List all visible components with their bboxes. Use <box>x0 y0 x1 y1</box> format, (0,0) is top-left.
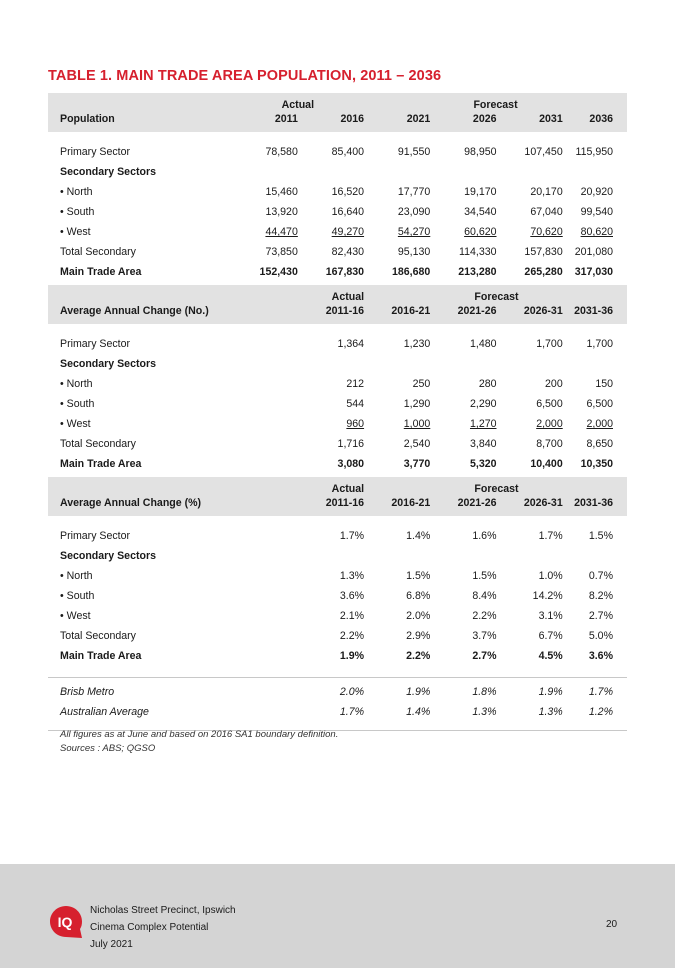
cell: 1.3% <box>339 570 365 582</box>
cell: 78,580 <box>265 146 298 158</box>
cell: 1.5% <box>472 570 497 582</box>
cell: 98,950 <box>464 146 497 158</box>
column-header: 2031-36 <box>563 303 627 324</box>
group-forecast: Forecast <box>430 285 562 303</box>
column-header: 2031 <box>497 111 563 132</box>
cell: 82,430 <box>331 246 365 258</box>
cell: 49,270 <box>331 226 365 238</box>
cell: 250 <box>412 378 431 390</box>
cell: 200 <box>545 378 563 390</box>
cell: 960 <box>346 418 365 430</box>
cell: 8.2% <box>588 590 613 602</box>
cell: 4.5% <box>538 650 563 662</box>
column-header-label: Average Annual Change (%) <box>48 495 298 516</box>
table-row <box>48 354 627 374</box>
cell: 80,620 <box>580 226 613 238</box>
cell: 1.7% <box>339 530 365 542</box>
cell: 1.4% <box>406 530 431 542</box>
column-header: 2011-16 <box>298 495 364 516</box>
cell: 17,770 <box>397 186 431 198</box>
column-header: 2016 <box>298 111 364 132</box>
cell: 1.9% <box>406 686 431 698</box>
cell: 3.7% <box>472 630 497 642</box>
table-header-row <box>48 111 627 132</box>
footer-text <box>90 902 236 953</box>
table-row <box>48 646 627 666</box>
cell: 1,480 <box>469 338 497 350</box>
column-header-label: Average Annual Change (No.) <box>48 303 298 324</box>
cell: 167,830 <box>325 266 365 278</box>
cell: 1.2% <box>588 706 613 718</box>
cell: 2.2% <box>339 630 365 642</box>
table-header-row <box>48 285 627 303</box>
cell: 186,680 <box>391 266 431 278</box>
cell: 1,700 <box>536 338 563 350</box>
cell: 20,920 <box>580 186 613 198</box>
cell: 0.7% <box>588 570 613 582</box>
row-label: Total Secondary <box>60 246 136 258</box>
cell: 280 <box>478 378 497 390</box>
cell: 317,030 <box>574 266 613 278</box>
cell: 3,080 <box>337 458 365 470</box>
row-label: Main Trade Area <box>60 650 142 662</box>
row-label: Total Secondary <box>60 630 136 642</box>
column-header: 2036 <box>563 111 627 132</box>
row-label: Australian Average <box>60 706 149 718</box>
cell: 2.0% <box>406 610 431 622</box>
cell: 1.7% <box>538 530 563 542</box>
column-header: 2026-31 <box>497 303 563 324</box>
cell: 70,620 <box>530 226 563 238</box>
cell: 2.2% <box>472 610 497 622</box>
population-table <box>48 93 627 282</box>
cell: 99,540 <box>580 206 613 218</box>
table-row <box>48 182 627 202</box>
cell: 1.7% <box>588 686 613 698</box>
table-row <box>48 394 627 414</box>
cell: 1,700 <box>586 338 613 350</box>
row-label: • South <box>60 398 95 410</box>
cell: 8,650 <box>586 438 613 450</box>
note-line: Sources : ABS; QGSO <box>60 743 156 754</box>
cell: 23,090 <box>397 206 431 218</box>
row-label: • West <box>60 226 91 238</box>
cell: 8,700 <box>536 438 563 450</box>
cell: 201,080 <box>574 246 613 258</box>
cell: 213,280 <box>458 266 497 278</box>
cell: 157,830 <box>524 246 563 258</box>
cell: 152,430 <box>259 266 298 278</box>
cell: 6.8% <box>406 590 431 602</box>
footer-line: Nicholas Street Precinct, Ipswich <box>90 905 236 916</box>
cell: 14.2% <box>532 590 563 602</box>
row-label: Primary Sector <box>60 146 131 158</box>
cell: 2,540 <box>403 438 431 450</box>
column-header: 2031-36 <box>563 495 627 516</box>
row-label: Secondary Sectors <box>60 550 156 562</box>
cell: 2,000 <box>536 418 563 430</box>
cell: 60,620 <box>464 226 497 238</box>
row-label: • South <box>60 206 95 218</box>
row-label: • North <box>60 378 93 390</box>
logo-text: IQ <box>57 914 73 930</box>
row-label: Primary Sector <box>60 338 131 350</box>
column-header: 2011 <box>232 111 298 132</box>
cell: 44,470 <box>265 226 298 238</box>
page-title: TABLE 1. MAIN TRADE AREA POPULATION, 2011 – 2036 <box>48 68 442 84</box>
row-label: • West <box>60 610 91 622</box>
cell: 2.7% <box>472 650 497 662</box>
cell: 2.1% <box>339 610 365 622</box>
row-label: • North <box>60 570 93 582</box>
cell: 2,290 <box>469 398 497 410</box>
cell: 2.0% <box>339 686 365 698</box>
cell: 114,330 <box>458 246 497 258</box>
table-row <box>48 202 627 222</box>
note-line: All figures as at June and based on 2016 SA1 boundary definition. <box>60 729 339 740</box>
group-forecast: Forecast <box>430 477 562 495</box>
group-actual: Actual <box>232 93 364 111</box>
iq-logo-icon <box>49 905 83 939</box>
cell: 19,170 <box>464 186 497 198</box>
table-row <box>48 526 627 546</box>
divider <box>48 666 627 678</box>
change-number-table <box>48 285 627 474</box>
cell: 1,364 <box>337 338 365 350</box>
table-row <box>48 566 627 586</box>
column-header: 2011-16 <box>298 303 364 324</box>
table-notes <box>60 728 338 756</box>
cell: 1,270 <box>469 418 497 430</box>
cell: 2,000 <box>586 418 613 430</box>
cell: 1.0% <box>538 570 563 582</box>
benchmark-row <box>48 682 627 702</box>
table-row <box>48 606 627 626</box>
benchmark-row <box>48 702 627 722</box>
cell: 73,850 <box>265 246 298 258</box>
cell: 1.3% <box>472 706 497 718</box>
cell: 20,170 <box>530 186 563 198</box>
row-label: • South <box>60 590 95 602</box>
cell: 85,400 <box>331 146 365 158</box>
column-header-label: Population <box>48 111 232 132</box>
row-label: • West <box>60 418 91 430</box>
cell: 3,840 <box>469 438 497 450</box>
row-label: Brisb Metro <box>60 686 115 698</box>
column-header: 2021-26 <box>430 495 496 516</box>
cell: 16,640 <box>331 206 365 218</box>
cell: 10,350 <box>580 458 613 470</box>
cell: 1,000 <box>403 418 431 430</box>
cell: 1.4% <box>406 706 431 718</box>
table-row <box>48 626 627 646</box>
cell: 150 <box>595 378 613 390</box>
cell: 107,450 <box>524 146 563 158</box>
column-header: 2016-21 <box>364 303 430 324</box>
group-actual: Actual <box>298 477 364 495</box>
column-header: 2016-21 <box>364 495 430 516</box>
table-header-row <box>48 93 627 111</box>
footer-line: July 2021 <box>90 939 133 950</box>
column-header: 2026 <box>430 111 496 132</box>
group-forecast: Forecast <box>364 93 627 111</box>
cell: 1.3% <box>538 706 563 718</box>
cell: 13,920 <box>265 206 298 218</box>
cell: 2.9% <box>406 630 431 642</box>
cell: 3.6% <box>339 590 365 602</box>
cell: 1.5% <box>588 530 613 542</box>
cell: 1.6% <box>472 530 497 542</box>
table-row <box>48 374 627 394</box>
cell: 6.7% <box>538 630 563 642</box>
row-label: • North <box>60 186 93 198</box>
cell: 6,500 <box>586 398 613 410</box>
table-row <box>48 414 627 434</box>
cell: 16,520 <box>331 186 365 198</box>
column-header: 2026-31 <box>497 495 563 516</box>
row-label: Main Trade Area <box>60 266 142 278</box>
cell: 5.0% <box>588 630 613 642</box>
cell: 115,950 <box>575 146 613 158</box>
footer-line: Cinema Complex Potential <box>90 922 209 933</box>
cell: 1,290 <box>403 398 431 410</box>
table-row <box>48 142 627 162</box>
cell: 6,500 <box>536 398 563 410</box>
table-header-row <box>48 495 627 516</box>
page-number: 20 <box>606 919 618 930</box>
group-actual: Actual <box>298 285 364 303</box>
row-label: Primary Sector <box>60 530 131 542</box>
cell: 10,400 <box>530 458 563 470</box>
change-percent-table <box>48 477 627 731</box>
cell: 1.9% <box>339 650 365 662</box>
cell: 91,550 <box>397 146 431 158</box>
cell: 34,540 <box>464 206 497 218</box>
cell: 1,716 <box>337 438 365 450</box>
cell: 3.6% <box>588 650 613 662</box>
cell: 1,230 <box>403 338 431 350</box>
table-row <box>48 586 627 606</box>
cell: 2.7% <box>588 610 613 622</box>
cell: 8.4% <box>472 590 497 602</box>
row-label: Main Trade Area <box>60 458 142 470</box>
table-row <box>48 546 627 566</box>
cell: 3,770 <box>403 458 431 470</box>
row-label: Secondary Sectors <box>60 166 156 178</box>
table-row <box>48 242 627 262</box>
cell: 67,040 <box>530 206 563 218</box>
cell: 54,270 <box>397 226 431 238</box>
cell: 1.7% <box>339 706 365 718</box>
cell: 1.5% <box>406 570 431 582</box>
column-header: 2021 <box>364 111 430 132</box>
table-header-row <box>48 477 627 495</box>
table-row <box>48 434 627 454</box>
row-label: Secondary Sectors <box>60 358 156 370</box>
table-row <box>48 162 627 182</box>
cell: 3.1% <box>538 610 563 622</box>
table-row <box>48 262 627 282</box>
cell: 95,130 <box>397 246 431 258</box>
column-header: 2021-26 <box>430 303 496 324</box>
table-row <box>48 222 627 242</box>
row-label: Total Secondary <box>60 438 136 450</box>
cell: 212 <box>346 378 365 390</box>
table-header-row <box>48 303 627 324</box>
table-row <box>48 334 627 354</box>
cell: 265,280 <box>524 266 563 278</box>
table-row <box>48 454 627 474</box>
cell: 544 <box>346 398 365 410</box>
cell: 1.8% <box>472 686 497 698</box>
cell: 2.2% <box>406 650 431 662</box>
cell: 5,320 <box>469 458 497 470</box>
cell: 1.9% <box>538 686 563 698</box>
cell: 15,460 <box>265 186 298 198</box>
